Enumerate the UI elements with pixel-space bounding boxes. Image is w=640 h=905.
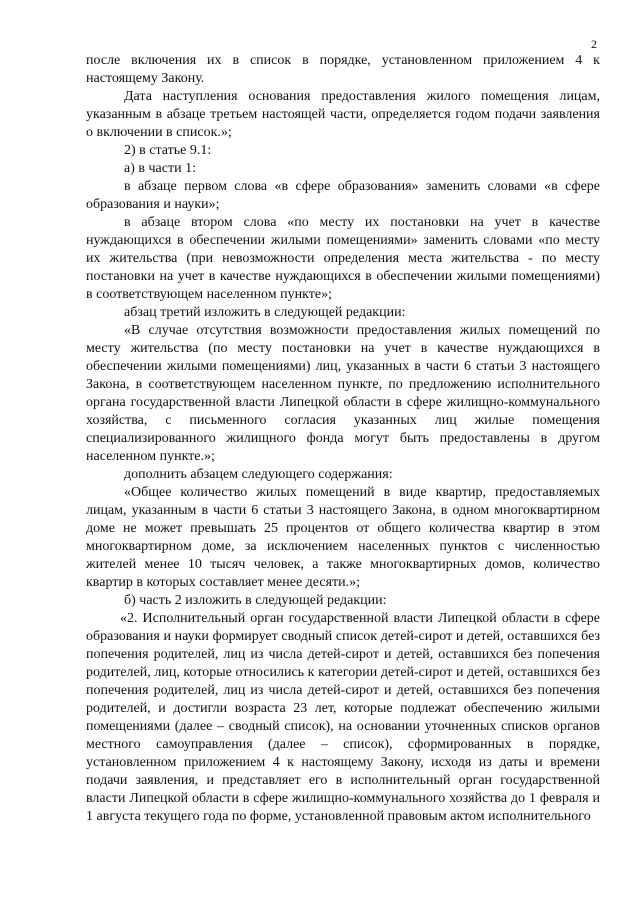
document-body [86, 52, 600, 826]
paragraph: в абзаце втором слова «по месту их постановки на учет в качестве нуждающихся в обеспечении жилыми помещениями» заменить словами «по месту их жительства (при невозможности определения места жительства - по месту постановки на учет в качестве нуждающихся в обеспечении жилыми помещениями) в соответствующем населенном пункте»; [86, 215, 600, 302]
paragraph: «2. Исполнительный орган государственной власти Липецкой области в сфере образования и науки формирует сводный список детей-сирот и детей, оставшихся без попечения родителей, лиц из числа детей-сирот и детей, оставшихся без попечения родителей, лиц, которые относились к категории детей-сирот и детей, оставшихся без попечения родителей, лиц из числа детей-сирот и детей, оставшихся без попечения родителей, и достигли возраста 23 лет, которые подлежат обеспечению жилыми помещениями (далее – сводный список), на основании уточненных списков органов местного самоуправления (далее – список), сформированных в порядке, установленном приложением 4 к настоящему Закону, исходя из даты и времени подачи заявления, и представляет его в исполнительный орган государственной власти Липецкой области в сфере жилищно-коммунального хозяйства до 1 февраля и 1 августа текущего года по форме, установленной правовым актом исполнительного [86, 611, 600, 824]
paragraph: Дата наступления основания предоставления жилого помещения лицам, указанным в абзаце третьем настоящей части, определяется годом подачи заявления о включении в список.»; [86, 89, 600, 140]
paragraph: после включения их в список в порядке, установленном приложением 4 к настоящему Закону. [86, 53, 600, 86]
paragraph: «В случае отсутствия возможности предоставления жилых помещений по месту жительства (по месту постановки на учет в качестве нуждающихся в обеспечении жилыми помещениями) лиц, указанных в части 6 статьи 3 настоящего Закона, в соответствующем населенном пункте, по предложению исполнительного органа государственной власти Липецкой области в сфере жилищно-коммунального хозяйства, с письменного согласия указанных лиц жилые помещения специализированного жилищного фонда могут быть предоставлены в другом населенном пункте.»; [86, 323, 600, 464]
paragraph: в абзаце первом слова «в сфере образования» заменить словами «в сфере образования и науки»; [86, 179, 600, 212]
paragraph: «Общее количество жилых помещений в виде квартир, предоставляемых лицам, указанным в части 6 статьи 3 настоящего Закона, в одном многоквартирном доме не может превышать 25 процентов от общего количества квартир в этом многоквартирном доме, за исключением населенных пунктов с численностью жителей менее 10 тысяч человек, а также многоквартирных домов, количество квартир в которых составляет менее десяти.»; [86, 485, 600, 590]
paragraph: б) часть 2 изложить в следующей редакции: [124, 593, 387, 608]
page-number: 2 [591, 37, 597, 51]
paragraph: дополнить абзацем следующего содержания: [124, 467, 393, 482]
paragraph: абзац третий изложить в следующей редакции: [124, 305, 406, 320]
paragraph: 2) в статье 9.1: [124, 143, 212, 158]
paragraph: а) в части 1: [124, 161, 196, 176]
